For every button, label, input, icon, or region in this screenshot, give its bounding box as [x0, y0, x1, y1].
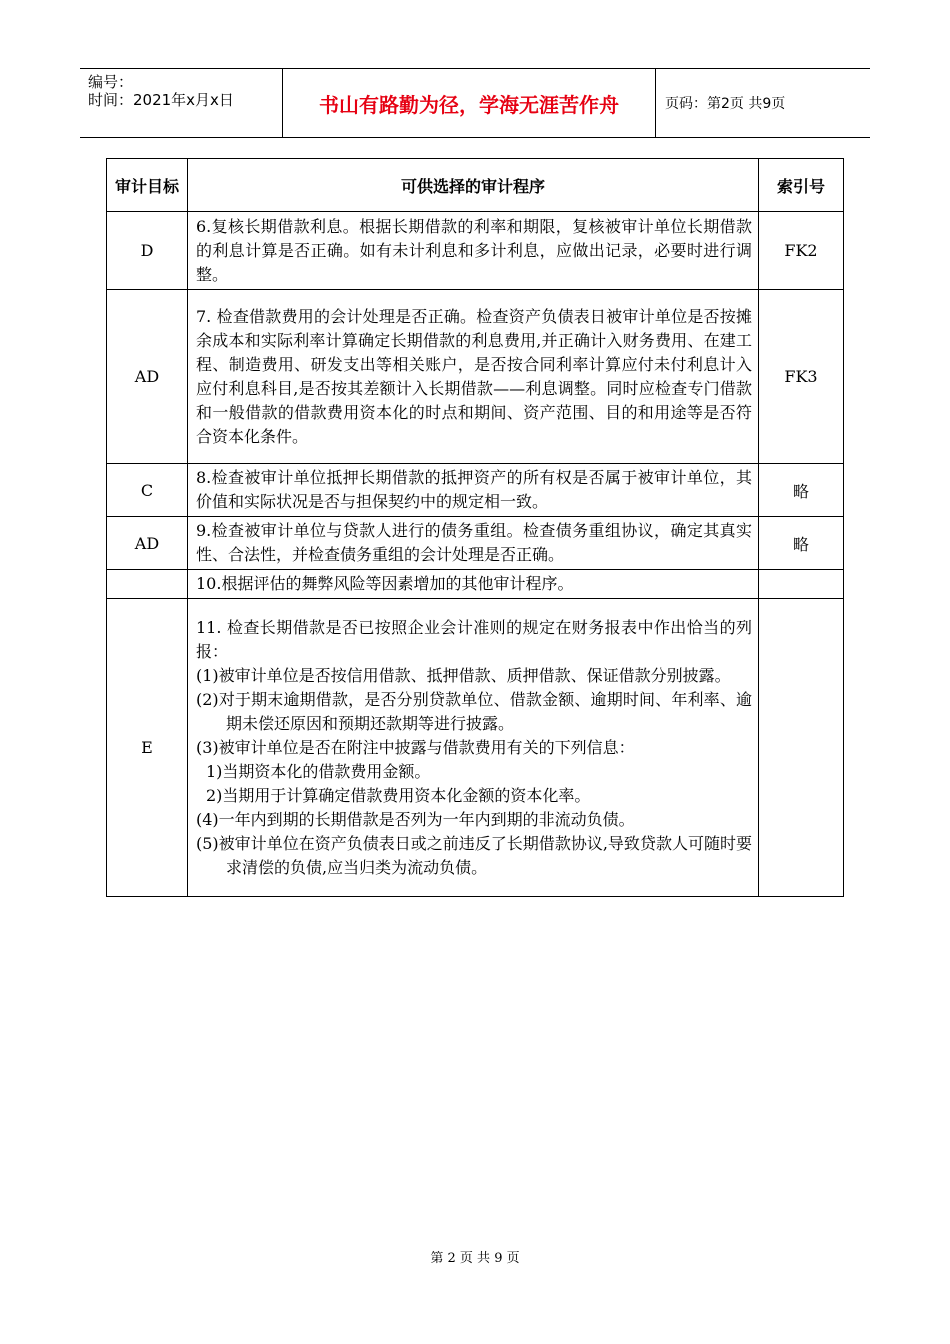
row-target: D [107, 212, 188, 290]
row-procedure: 11. 检查长期借款是否已按照企业会计准则的规定在财务报表中作出恰当的列报： (1)被审计单位是否按信用借款、抵押借款、质押借款、保证借款分别披露。 (2)对于期末逾期借款，是否分别贷款单位、借款金额、逾期时间、年利率、逾期未偿还原因和预期还款期等进行披露。 (3)被审计单位是否在附注中披露与借款费用有关的下列信息： 1)当期资本化的借款费用金额。 2)当期用于计算确定借款费用资本化金额的资本化率。 (4)一年内到期的长期借款是否列为一年内到期的非流动负债。 (5)被审计单位在资产负债表日或之前违反了长期借款协议,导致贷款人可随时要求清偿的负债,应当归类为流动负债。 [188, 599, 759, 897]
row-target: E [107, 599, 188, 897]
row-index [759, 599, 844, 897]
header-meta [80, 69, 280, 141]
table-row [107, 212, 844, 290]
table-row [107, 599, 844, 897]
audit-procedure-table [106, 158, 844, 897]
table-row [107, 290, 844, 464]
header-index: 索引号 [759, 159, 844, 212]
row-target: C [107, 464, 188, 517]
page-info: 页码：第2页 共9页 [665, 96, 786, 112]
header-target: 审计目标 [107, 159, 188, 212]
row-index [759, 570, 844, 599]
motto: 书山有路勤为径，学海无涯苦作舟 [282, 69, 656, 137]
row-target [107, 570, 188, 599]
row-index: 略 [759, 517, 844, 570]
table-header-row [107, 159, 844, 212]
row-procedure: 10.根据评估的舞弊风险等因素增加的其他审计程序。 [188, 570, 759, 599]
row-procedure: 7. 检查借款费用的会计处理是否正确。检查资产负债表日被审计单位是否按摊余成本和实际利率计算确定长期借款的利息费用,并正确计入财务费用、在建工程、制造费用、研发支出等相关账户，是否按合同利率计算应付未付利息计入应付利息科目,是否按其差额计入长期借款——利息调整。同时应检查专门借款和一般借款的借款费用资本化的时点和期间、资产范围、目的和用途等是否符合资本化条件。 [188, 290, 759, 464]
row-procedure: 9.检查被审计单位与贷款人进行的债务重组。检查债务重组协议，确定其真实性、合法性，并检查债务重组的会计处理是否正确。 [188, 517, 759, 570]
row-procedure: 8.检查被审计单位抵押长期借款的抵押资产的所有权是否属于被审计单位，其价值和实际状况是否与担保契约中的规定相一致。 [188, 464, 759, 517]
row-target: AD [107, 517, 188, 570]
row-index: FK3 [759, 290, 844, 464]
row-index: FK2 [759, 212, 844, 290]
row-target: AD [107, 290, 188, 464]
page-footer: 第 2 页 共 9 页 [430, 1251, 520, 1266]
row-procedure: 6.复核长期借款利息。根据长期借款的利率和期限，复核被审计单位长期借款的利息计算是否正确。如有未计利息和多计利息，应做出记录，必要时进行调整。 [188, 212, 759, 290]
header-procedure: 可供选择的审计程序 [188, 159, 759, 212]
time-label: 时间：2021年x月x日 [88, 91, 234, 109]
table-row [107, 570, 844, 599]
number-label: 编号： [88, 73, 134, 91]
table-row [107, 517, 844, 570]
row-index: 略 [759, 464, 844, 517]
table-row [107, 464, 844, 517]
page-header [80, 68, 870, 138]
